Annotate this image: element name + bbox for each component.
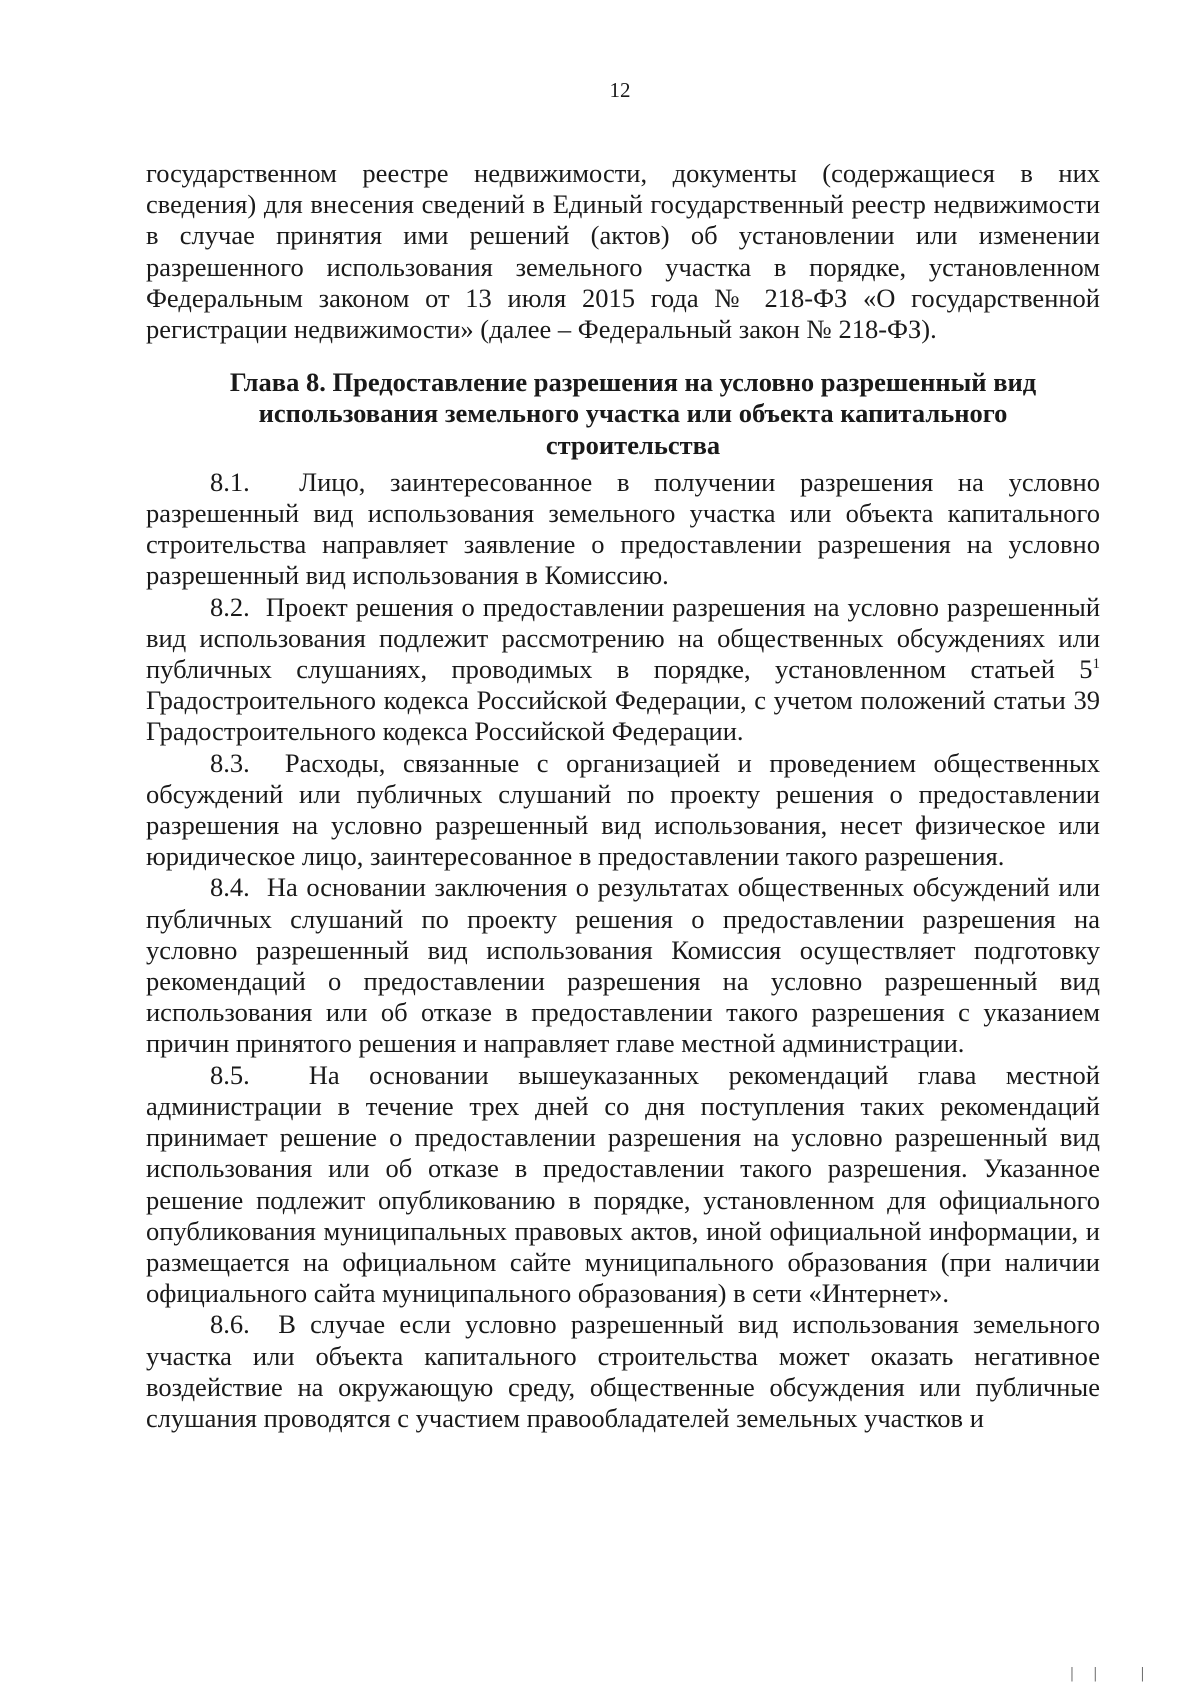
intro-paragraph: государственном реестре недвижимости, документы (содержащиеся в них сведения) для внесения сведений в Единый государственный реестр недвижимости в случае принятия ими решений (актов) об установлении или изменении разрешенного использования земельного участка в порядке, установленном Федеральным законом от 13 июля 2015 года № 218-ФЗ «О государственной регистрации недвижимости» (далее – Федеральный закон № 218-ФЗ). (146, 158, 1100, 345)
clause-text: Расходы, связанные с организацией и проведением общественных обсуждений или публичных слушаний по проекту решения о предоставлении разрешения на условно разрешенный вид использования, несет физическое или юридическое лицо, заинтересованное в предоставлении такого разрешения. (146, 747, 1100, 872)
clause-text-continued: Градостроительного кодекса Российской Федерации, с учетом положений статьи 39 Градостроительного кодекса Российской Федерации. (146, 685, 1100, 747)
clause-8-1 (146, 467, 1100, 592)
clause-8-2 (146, 592, 1100, 748)
clause-8-3 (146, 748, 1100, 873)
chapter-heading: Глава 8. Предоставление разрешения на условно разрешенный вид использования земельного участка или объекта капитального строительства (229, 367, 1037, 460)
clause-number: 8.3. (210, 747, 250, 778)
clause-8-4 (146, 872, 1100, 1059)
document-body (146, 158, 1100, 1434)
clause-number: 8.5. (210, 1059, 250, 1090)
clause-number: 8.4. (210, 872, 250, 903)
page-number: 12 (609, 78, 631, 102)
clause-number: 8.2. (210, 591, 250, 622)
clause-text: Проект решения о предоставлении разрешения на условно разрешенный вид использования подлежит рассмотрению на общественных обсуждениях или публичных слушаниях, проводимых в порядке, установленном статьей 5 (146, 591, 1101, 685)
clause-text: Лицо, заинтересованное в получении разрешения на условно разрешенный вид использования земельного участка или объекта капитального строительства направляет заявление о предоставлении разрешения на условно разрешенный вид использования в Комиссию. (146, 466, 1100, 591)
clause-text: На основании заключения о результатах общественных обсуждений или публичных слушаний по проекту решения о предоставлении разрешения на условно разрешенный вид использования Комиссия осуществляет подготовку рекомендаций о предоставлении разрешения на условно разрешенный вид использования или об отказе в предоставлении такого разрешения с указанием причин принятого решения и направляет главе местной администрации. (146, 872, 1100, 1059)
scan-edge-marks: | | | (1070, 1665, 1152, 1682)
clause-number: 8.6. (210, 1309, 250, 1340)
clause-number: 8.1. (210, 466, 250, 497)
superscript: 1 (1092, 656, 1100, 673)
clause-8-6 (146, 1309, 1100, 1434)
clause-text: На основании вышеуказанных рекомендаций глава местной администрации в течение трех дней со дня поступления таких рекомендаций принимает решение о предоставлении разрешения на условно разрешенный вид использования или об отказе в предоставлении такого разрешения. Указанное решение подлежит опубликованию в порядке, установленном для официального опубликования муниципальных правовых актов, иной официальной информации, и размещается на официальном сайте муниципального образования (при наличии официального сайта муниципального образования) в сети «Интернет». (146, 1059, 1100, 1309)
clause-8-5 (146, 1060, 1100, 1310)
clause-text: В случае если условно разрешенный вид использования земельного участка или объекта капитального строительства может оказать негативное воздействие на окружающую среду, общественные обсуждения или публичные слушания проводятся с участием правообладателей земельных участков и (146, 1309, 1101, 1433)
